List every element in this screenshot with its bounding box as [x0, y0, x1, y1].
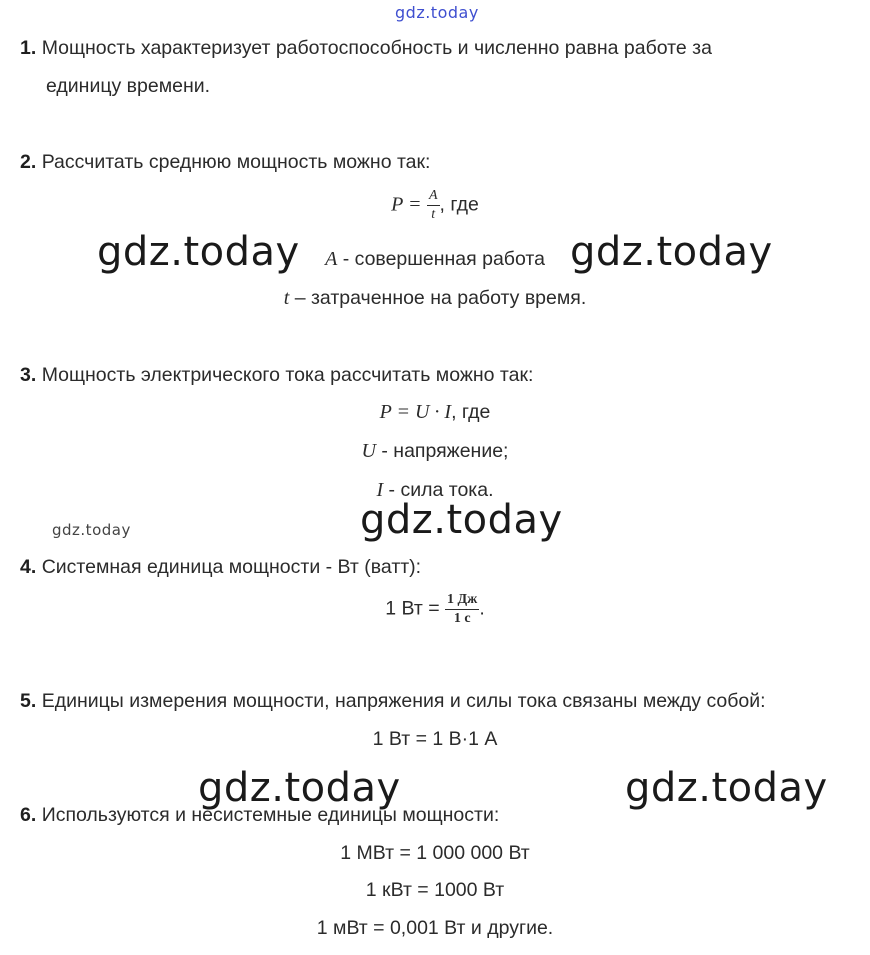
item-text: Мощность характеризует работоспособность и численно равна работе за	[41, 37, 712, 59]
item-text: Используются и несистемные единицы мощности:	[41, 804, 500, 826]
item-number: 3.	[20, 364, 37, 386]
units-relation: 1 Вт = 1 В·1 А	[372, 728, 498, 750]
unit-line: 1 мВт = 0,001 Вт и другие.	[316, 917, 554, 939]
formula-tail: .	[479, 597, 485, 620]
unit-line: 1 кВт = 1000 Вт	[365, 879, 505, 901]
item-number: 6.	[20, 804, 37, 826]
denominator: 1 с	[445, 609, 479, 626]
definition-var: t	[283, 287, 290, 309]
watermark: gdz.today	[360, 497, 563, 543]
fraction	[445, 593, 479, 626]
item-number: 4.	[20, 556, 37, 578]
item-text: Системная единица мощности - Вт (ватт):	[41, 556, 422, 578]
item-5	[20, 690, 766, 713]
watermark: gdz.today	[198, 765, 401, 811]
item-2	[20, 151, 430, 174]
definition	[0, 287, 870, 310]
formula-expr: P = U · I	[379, 401, 452, 423]
watermark: gdz.today	[52, 521, 131, 539]
item-text: Единицы измерения мощности, напряжения и силы тока связаны между собой:	[41, 690, 766, 712]
item-number: 2.	[20, 151, 37, 173]
item-text: Мощность электрического тока рассчитать можно так:	[41, 364, 534, 386]
definition-var: I	[376, 479, 384, 501]
denominator: t	[427, 205, 440, 222]
item-text: Рассчитать среднюю мощность можно так:	[41, 151, 431, 173]
numerator: 1 Дж	[447, 592, 478, 607]
definition-var: A	[325, 248, 338, 270]
watt-formula	[0, 593, 870, 626]
definition-text: – затраченное на работу время.	[289, 287, 587, 309]
formula-tail: , где	[451, 401, 491, 423]
current-power-formula	[0, 401, 870, 424]
formula-lhs: P =	[391, 193, 422, 216]
item-number: 5.	[20, 690, 37, 712]
formula-tail: , где	[439, 193, 479, 216]
definition-text: - сила тока.	[383, 479, 494, 501]
item-1	[20, 37, 712, 60]
watermark: gdz.today	[570, 229, 773, 275]
definition-var: U	[361, 440, 376, 462]
watermark: gdz.today	[625, 765, 828, 811]
numerator: A	[428, 188, 438, 203]
item-1-continuation: единицу времени.	[46, 75, 211, 97]
item-number: 1.	[20, 37, 37, 59]
formula-lhs: 1 Вт =	[385, 597, 440, 620]
watermark: gdz.today	[395, 3, 479, 22]
definition-text: - совершенная работа	[337, 248, 545, 270]
unit-line: 1 МВт = 1 000 000 Вт	[340, 842, 530, 864]
item-4	[20, 556, 421, 579]
definition-text: - напряжение;	[375, 440, 509, 462]
power-formula	[0, 189, 870, 222]
item-3	[20, 364, 533, 387]
watermark: gdz.today	[97, 229, 300, 275]
fraction	[427, 189, 440, 222]
definition	[0, 440, 870, 463]
